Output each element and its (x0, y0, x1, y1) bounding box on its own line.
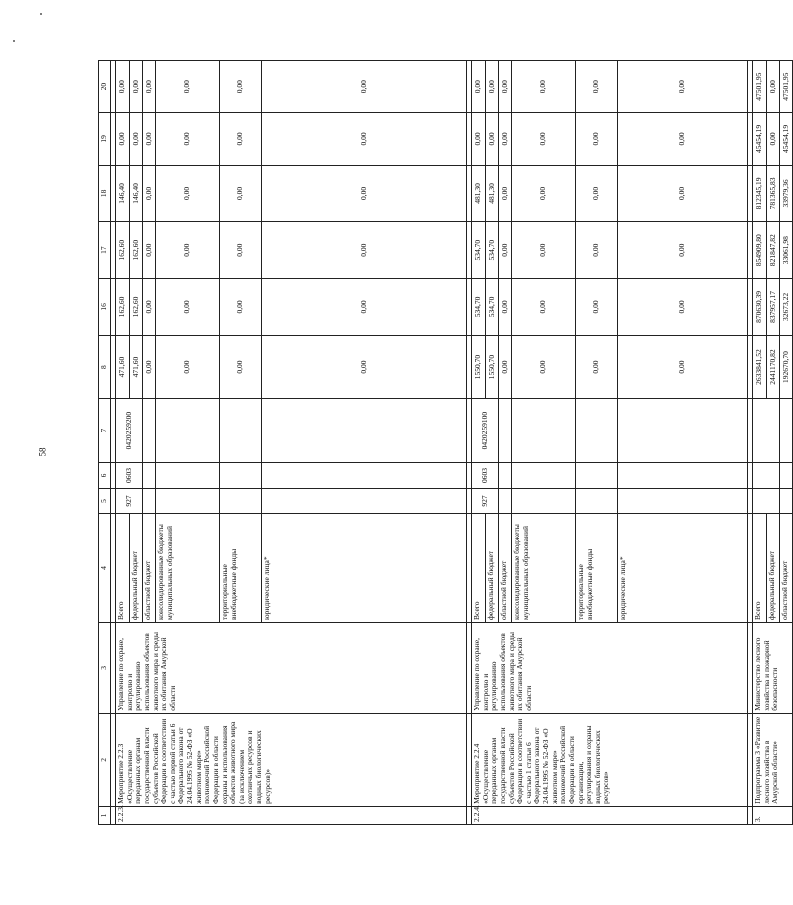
value-cell-v18: 0,00 (512, 165, 576, 222)
code-col-7 (576, 399, 618, 463)
value-cell-v8: 2633841,52 (753, 335, 767, 399)
code-col-7 (220, 399, 262, 463)
value-cell-v18: 0,00 (220, 165, 262, 222)
code-col-7 (753, 399, 780, 463)
code-col-6 (512, 462, 576, 488)
value-cell-v8: 1550,70 (486, 335, 499, 399)
measure-name: Подпрограмма 3 «Развитие лесного хозяйства в Амурской области» (753, 713, 793, 806)
code-col-6 (143, 462, 156, 488)
rotated-table-wrapper (98, 60, 790, 825)
value-cell-v16: 162,60 (130, 279, 143, 336)
value-cell-v19: 0,00 (512, 113, 576, 165)
value-cell-v20: 0,00 (767, 61, 780, 113)
value-cell-v20: 0,00 (220, 61, 262, 113)
value-cell-v19: 0,00 (130, 113, 143, 165)
value-cell-v19: 0,00 (262, 113, 467, 165)
code-col-7 (780, 399, 793, 463)
budget-table (98, 60, 793, 825)
value-cell-v17: 0,00 (576, 222, 618, 279)
value-cell-v19: 0,00 (472, 113, 486, 165)
value-cell-v19: 45454,19 (753, 113, 767, 165)
code-col-5 (156, 489, 220, 514)
value-cell-v16: 32673,22 (780, 279, 793, 336)
header-cell: 20 (99, 61, 111, 113)
block-number: 3. (753, 806, 793, 824)
code-col-5 (753, 489, 780, 514)
funding-source: областной бюджет (143, 513, 156, 622)
funding-source: территориальные внебюджетные фонды (220, 513, 262, 622)
value-cell-v16: 162,60 (116, 279, 130, 336)
header-cell: 8 (99, 335, 111, 399)
table-row (472, 61, 486, 825)
header-cell: 19 (99, 113, 111, 165)
header-cell: 16 (99, 279, 111, 336)
code-col-5 (780, 489, 793, 514)
header-cell: 18 (99, 165, 111, 222)
value-cell-v17: 821847,82 (767, 222, 780, 279)
value-cell-v20: 47501,95 (753, 61, 767, 113)
code-col-6 (618, 462, 748, 488)
code-col-7 (512, 399, 576, 463)
funding-source: федеральный бюджет (130, 513, 143, 622)
code-col-5: 927 (116, 489, 143, 514)
value-cell-v18: 0,00 (618, 165, 748, 222)
value-cell-v20: 0,00 (143, 61, 156, 113)
value-cell-v16: 0,00 (262, 279, 467, 336)
code-col-6 (499, 462, 512, 488)
code-col-7 (156, 399, 220, 463)
value-cell-v18: 0,00 (143, 165, 156, 222)
value-cell-v20: 47501,95 (780, 61, 793, 113)
header-cell: 6 (99, 462, 111, 488)
value-cell-v8: 192670,70 (780, 335, 793, 399)
value-cell-v20: 0,00 (130, 61, 143, 113)
value-cell-v17: 0,00 (156, 222, 220, 279)
value-cell-v19: 0,00 (143, 113, 156, 165)
value-cell-v17: 0,00 (262, 222, 467, 279)
funding-source: областной бюджет (499, 513, 512, 622)
funding-source: юридические лица* (262, 513, 467, 622)
measure-name: Мероприятие 2.2.3 «Осуществление переданных органам государственной власти субъектов Российской Федерации в соответствии с частью первой статьи 6 Федерального закона от 24.04.1995 № 52-ФЗ «О животном мире» полномочий Российской Федерации в области охраны и использования объектов животного мира (за исключением охотничьих ресурсов и водных биологических ресурсов)» (116, 713, 467, 806)
value-cell-v17: 162,60 (130, 222, 143, 279)
table-row (753, 61, 767, 825)
value-cell-v20: 0,00 (576, 61, 618, 113)
value-cell-v8: 0,00 (220, 335, 262, 399)
value-cell-v8: 471,60 (130, 335, 143, 399)
code-col-7 (499, 399, 512, 463)
code-col-7 (262, 399, 467, 463)
executor-name: Управление по охране, контролю и регулированию использования объектов животного мира и среды их обитания Амурской области (472, 622, 748, 713)
value-cell-v8: 0,00 (512, 335, 576, 399)
value-cell-v17: 0,00 (499, 222, 512, 279)
code-col-5 (499, 489, 512, 514)
executor-name: Управление по охране, контролю и регулированию использования объектов животного мира и среды их обитания Амурской области (116, 622, 467, 713)
code-col-5 (262, 489, 467, 514)
value-cell-v18: 812345,19 (753, 165, 767, 222)
value-cell-v16: 0,00 (576, 279, 618, 336)
value-cell-v16: 0,00 (512, 279, 576, 336)
value-cell-v18: 33979,36 (780, 165, 793, 222)
header-cell: 4 (99, 513, 111, 622)
value-cell-v18: 0,00 (156, 165, 220, 222)
value-cell-v16: 0,00 (156, 279, 220, 336)
value-cell-v19: 0,00 (618, 113, 748, 165)
value-cell-v20: 0,00 (486, 61, 499, 113)
funding-source: Всего (472, 513, 486, 622)
code-col-5 (576, 489, 618, 514)
value-cell-v18: 0,00 (499, 165, 512, 222)
value-cell-v19: 0,00 (486, 113, 499, 165)
value-cell-v20: 0,00 (262, 61, 467, 113)
value-cell-v18: 146,40 (130, 165, 143, 222)
executor-name: Министерство лесного хозяйства и пожарной безопасности (753, 622, 793, 713)
value-cell-v19: 0,00 (767, 113, 780, 165)
code-col-6 (753, 462, 780, 488)
value-cell-v19: 45454,19 (780, 113, 793, 165)
value-cell-v19: 0,00 (499, 113, 512, 165)
code-col-5 (143, 489, 156, 514)
value-cell-v8: 0,00 (156, 335, 220, 399)
measure-name: Мероприятие 2.2.4 «Осуществление переданных органам государственной власти субъектов Российской Федерации в соответствии с частью 1 статьи 6 Федерального закона от 24.04.1995 № 52-ФЗ «О животном мире» полномочий Российской Федерации в области организации, регулирования и охраны водных биологических ресурсов» (472, 713, 748, 806)
code-col-6 (576, 462, 618, 488)
value-cell-v18: 146,40 (116, 165, 130, 222)
value-cell-v8: 0,00 (618, 335, 748, 399)
code-col-7 (618, 399, 748, 463)
value-cell-v18: 781365,83 (767, 165, 780, 222)
value-cell-v19: 0,00 (220, 113, 262, 165)
value-cell-v16: 0,00 (499, 279, 512, 336)
value-cell-v19: 0,00 (116, 113, 130, 165)
value-cell-v8: 471,60 (116, 335, 130, 399)
code-col-6 (262, 462, 467, 488)
code-col-5: 927 (472, 489, 499, 514)
value-cell-v18: 481,30 (472, 165, 486, 222)
value-cell-v17: 534,70 (472, 222, 486, 279)
value-cell-v17: 0,00 (143, 222, 156, 279)
value-cell-v18: 0,00 (576, 165, 618, 222)
code-col-7: 0420259100 (472, 399, 499, 463)
block-number: 2.2.3. (116, 806, 467, 824)
value-cell-v8: 1550,70 (472, 335, 486, 399)
code-col-5 (512, 489, 576, 514)
value-cell-v8: 0,00 (262, 335, 467, 399)
value-cell-v18: 481,30 (486, 165, 499, 222)
header-cell: 17 (99, 222, 111, 279)
speck (40, 13, 42, 15)
funding-source: Всего (116, 513, 130, 622)
block-number: 2.2.4. (472, 806, 748, 824)
value-cell-v19: 0,00 (156, 113, 220, 165)
value-cell-v16: 534,70 (472, 279, 486, 336)
value-cell-v16: 0,00 (143, 279, 156, 336)
value-cell-v17: 33061,98 (780, 222, 793, 279)
header-cell: 7 (99, 399, 111, 463)
funding-source: федеральный бюджет (486, 513, 499, 622)
value-cell-v17: 0,00 (512, 222, 576, 279)
value-cell-v8: 0,00 (499, 335, 512, 399)
code-col-6: 0603 (116, 462, 143, 488)
header-cell: 2 (99, 713, 111, 806)
code-col-6 (220, 462, 262, 488)
value-cell-v8: 0,00 (143, 335, 156, 399)
code-col-5 (618, 489, 748, 514)
header-cell: 3 (99, 622, 111, 713)
value-cell-v16: 837957,17 (767, 279, 780, 336)
funding-source: Всего (753, 513, 767, 622)
header-row (99, 61, 111, 825)
value-cell-v16: 0,00 (220, 279, 262, 336)
table-body (99, 61, 793, 825)
code-col-6 (780, 462, 793, 488)
value-cell-v20: 0,00 (618, 61, 748, 113)
funding-source: федеральный бюджет (767, 513, 780, 622)
code-col-7: 0420259200 (116, 399, 143, 463)
value-cell-v18: 0,00 (262, 165, 467, 222)
value-cell-v20: 0,00 (156, 61, 220, 113)
header-cell: 1 (99, 806, 111, 824)
funding-source: территориальные внебюджетные фонды (576, 513, 618, 622)
code-col-5 (220, 489, 262, 514)
value-cell-v17: 162,60 (116, 222, 130, 279)
value-cell-v20: 0,00 (499, 61, 512, 113)
funding-source: консолидированные бюджеты муниципальных образований (156, 513, 220, 622)
funding-source: юридические лица* (618, 513, 748, 622)
value-cell-v20: 0,00 (116, 61, 130, 113)
value-cell-v19: 0,00 (576, 113, 618, 165)
value-cell-v20: 0,00 (472, 61, 486, 113)
value-cell-v16: 870630,39 (753, 279, 767, 336)
value-cell-v20: 0,00 (512, 61, 576, 113)
funding-source: областной бюджет (780, 513, 793, 622)
value-cell-v17: 534,70 (486, 222, 499, 279)
speck (13, 40, 15, 42)
funding-source: консолидированные бюджеты муниципальных образований (512, 513, 576, 622)
code-col-6: 0603 (472, 462, 499, 488)
value-cell-v16: 0,00 (618, 279, 748, 336)
table-row (116, 61, 130, 825)
value-cell-v17: 0,00 (220, 222, 262, 279)
value-cell-v8: 2441170,82 (767, 335, 780, 399)
value-cell-v16: 534,70 (486, 279, 499, 336)
value-cell-v17: 854909,80 (753, 222, 767, 279)
value-cell-v8: 0,00 (576, 335, 618, 399)
value-cell-v17: 0,00 (618, 222, 748, 279)
code-col-7 (143, 399, 156, 463)
code-col-6 (156, 462, 220, 488)
page-number: 58 (37, 447, 48, 457)
header-cell: 5 (99, 489, 111, 514)
